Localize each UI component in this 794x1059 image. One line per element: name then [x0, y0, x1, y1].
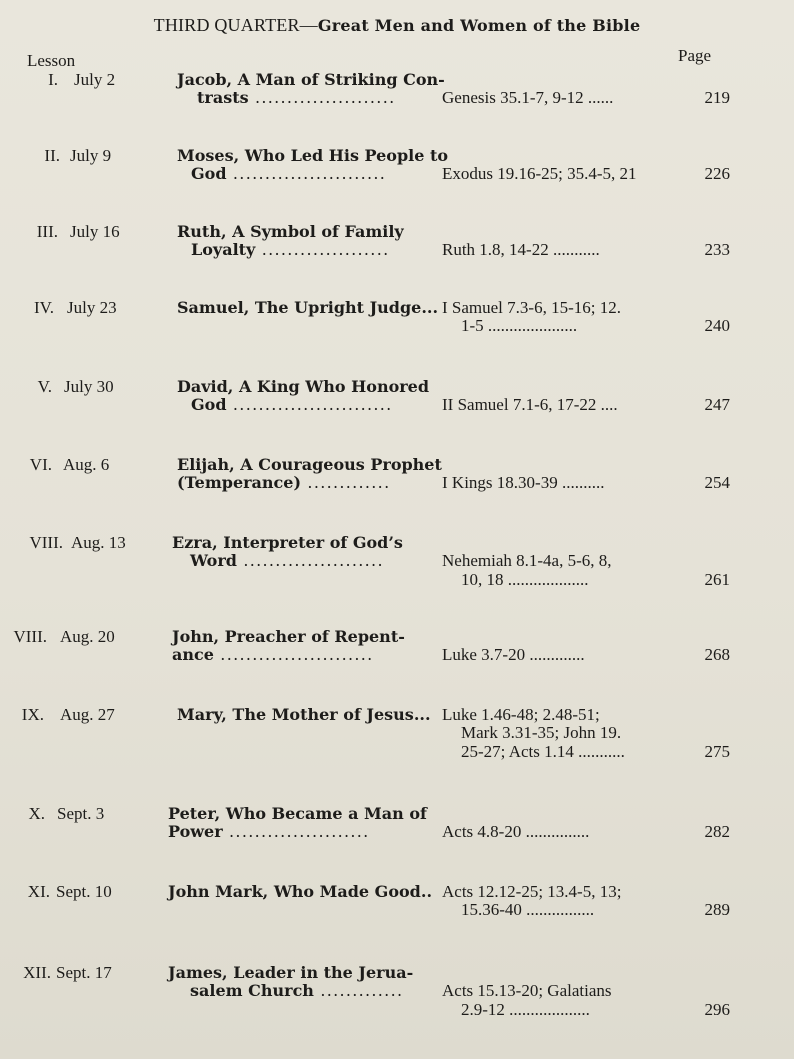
lesson-date: July 23 [67, 298, 117, 317]
lesson-entry [0, 377, 794, 437]
lesson-topic: Mary, The Mother of Jesus... [177, 705, 431, 724]
lesson-topic: John Mark, Who Made Good.. [168, 882, 433, 901]
scripture-reference: Ruth 1.8, 14-22 ........... [442, 240, 600, 259]
lesson-number: XII. [23, 963, 51, 982]
lesson-topic-cont: God [191, 164, 227, 183]
page-number: 289 [704, 900, 730, 919]
lesson-date: Aug. 6 [63, 455, 110, 474]
lesson-topic-cont: Loyalty [191, 240, 256, 259]
lesson-topic: Elijah, A Courageous Prophet [177, 455, 442, 474]
lesson-number: VIII. [29, 533, 63, 552]
lesson-line-1 [172, 627, 405, 647]
lesson-column-header: Lesson [27, 51, 76, 70]
lesson-topic-cont: Power [168, 822, 223, 841]
scripture-reference: Acts 12.12-25; 13.4-5, 13; [442, 882, 622, 901]
page-column-header: Page [678, 46, 712, 65]
scripture-reference: Nehemiah 8.1-4a, 5-6, 8, [442, 551, 612, 570]
lesson-topic: Jacob, A Man of Striking Con- [177, 70, 445, 89]
lesson-entry [0, 963, 794, 1023]
lesson-number: V. [37, 377, 52, 396]
lesson-date: July 30 [64, 377, 114, 396]
dot-leader: ...................... [248, 88, 396, 107]
lesson-line-2 [191, 240, 389, 260]
lesson-line-1 [177, 146, 448, 166]
scripture-reference: Acts 4.8-20 ............... [442, 822, 590, 841]
page-number: 275 [704, 742, 730, 761]
scripture-reference: Luke 3.7-20 ............. [442, 645, 585, 664]
lesson-topic-cont: (Temperance) [177, 473, 302, 492]
lesson-entry [0, 222, 794, 282]
lesson-number: II. [44, 146, 60, 165]
page-number: 254 [704, 473, 730, 492]
lesson-number: XI. [27, 882, 50, 901]
lesson-topic-cont: Word [190, 551, 237, 570]
lesson-entry [0, 455, 794, 515]
lesson-topic: Samuel, The Upright Judge... [177, 298, 439, 317]
lesson-line-1 [177, 377, 429, 397]
lesson-topic: Peter, Who Became a Man of [168, 804, 427, 823]
page-number: 261 [704, 570, 730, 589]
scripture-reference: 2.9-12 ................... [461, 1000, 590, 1019]
dot-leader: ...................... [236, 551, 384, 570]
lesson-date: Sept. 17 [56, 963, 112, 982]
lesson-line-2 [168, 822, 370, 842]
dot-leader: ........................ [213, 645, 374, 664]
scripture-reference: I Samuel 7.3-6, 15-16; 12. [442, 298, 621, 317]
lesson-number: X. [28, 804, 45, 823]
scripture-reference: Luke 1.46-48; 2.48-51; [442, 705, 600, 724]
lesson-topic: James, Leader in the Jerua- [168, 963, 414, 982]
lesson-line-1 [168, 882, 432, 902]
lesson-entry [0, 627, 794, 687]
scripture-reference: I Kings 18.30-39 .......... [442, 473, 605, 492]
lesson-topic-cont: trasts [197, 88, 249, 107]
page-number: 233 [704, 240, 730, 259]
page-title [0, 15, 794, 36]
lesson-topic: David, A King Who Honored [177, 377, 430, 396]
lesson-topic: Ruth, A Symbol of Family [177, 222, 404, 241]
lesson-entry [0, 705, 794, 765]
page-number: 240 [704, 316, 730, 335]
page-number: 268 [704, 645, 730, 664]
quarter-subject: Great Men and Women of the Bible [317, 16, 641, 35]
dot-leader: ............. [313, 981, 404, 1000]
lesson-date: Aug. 13 [71, 533, 126, 552]
lesson-line-1 [177, 222, 404, 242]
lesson-topic-cont: ance [172, 645, 214, 664]
scripture-reference: Exodus 19.16-25; 35.4-5, 21 [442, 164, 637, 183]
lesson-entry [0, 298, 794, 358]
dot-leader: ............. [301, 473, 391, 492]
lesson-line-1 [177, 705, 431, 725]
lesson-topic: John, Preacher of Repent- [172, 627, 405, 646]
lesson-line-1 [168, 963, 413, 983]
lesson-entry [0, 533, 794, 593]
scripture-reference: 10, 18 ................... [461, 570, 589, 589]
lesson-number: I. [48, 70, 58, 89]
title-dash: — [299, 15, 318, 35]
scripture-reference: II Samuel 7.1-6, 17-22 .... [442, 395, 618, 414]
quarter-label: THIRD QUARTER [153, 15, 300, 35]
page-number: 282 [704, 822, 730, 841]
lesson-date: July 16 [70, 222, 120, 241]
lesson-line-1 [168, 804, 427, 824]
lesson-line-2 [190, 551, 384, 571]
scripture-reference: 25-27; Acts 1.14 ........... [461, 742, 625, 761]
dot-leader: ......................... [226, 395, 393, 414]
scripture-reference: 15.36-40 ................ [461, 900, 595, 919]
lesson-topic: Ezra, Interpreter of God’s [172, 533, 403, 552]
page-number: 219 [704, 88, 730, 107]
lesson-line-2 [190, 981, 403, 1001]
page-number: 296 [704, 1000, 730, 1019]
scripture-reference: Mark 3.31-35; John 19. [461, 723, 622, 742]
lesson-entry [0, 146, 794, 206]
lesson-date: July 9 [70, 146, 112, 165]
lesson-line-2 [191, 164, 386, 184]
scripture-reference: Acts 15.13-20; Galatians [442, 981, 612, 1000]
lesson-date: Sept. 10 [56, 882, 112, 901]
lesson-line-2 [177, 473, 390, 493]
dot-leader: ........................ [226, 164, 387, 183]
lesson-number: III. [36, 222, 58, 241]
lesson-entry [0, 804, 794, 864]
lesson-entry [0, 70, 794, 130]
lesson-date: Sept. 3 [57, 804, 105, 823]
lesson-line-1 [172, 533, 403, 553]
page-number: 247 [704, 395, 730, 414]
lesson-line-2 [172, 645, 374, 665]
lesson-entry [0, 882, 794, 942]
lesson-line-2 [191, 395, 393, 415]
lesson-date: July 2 [74, 70, 116, 89]
lesson-number: IX. [21, 705, 44, 724]
scripture-reference: 1-5 ..................... [461, 316, 578, 335]
page-number: 226 [704, 164, 730, 183]
lesson-topic: Moses, Who Led His People to [177, 146, 449, 165]
lesson-line-1 [177, 70, 445, 90]
lesson-number: VI. [29, 455, 52, 474]
lesson-line-1 [177, 455, 442, 475]
lesson-number: IV. [34, 298, 54, 317]
lesson-topic-cont: God [191, 395, 227, 414]
dot-leader: ...................... [222, 822, 370, 841]
lesson-line-2 [197, 88, 395, 108]
lesson-topic-cont: salem Church [190, 981, 314, 1000]
lesson-date: Aug. 27 [60, 705, 115, 724]
scripture-reference: Genesis 35.1-7, 9-12 ...... [442, 88, 614, 107]
lesson-line-1 [177, 298, 438, 318]
lesson-number: VIII. [13, 627, 47, 646]
lesson-date: Aug. 20 [60, 627, 115, 646]
dot-leader: .................... [255, 240, 390, 259]
